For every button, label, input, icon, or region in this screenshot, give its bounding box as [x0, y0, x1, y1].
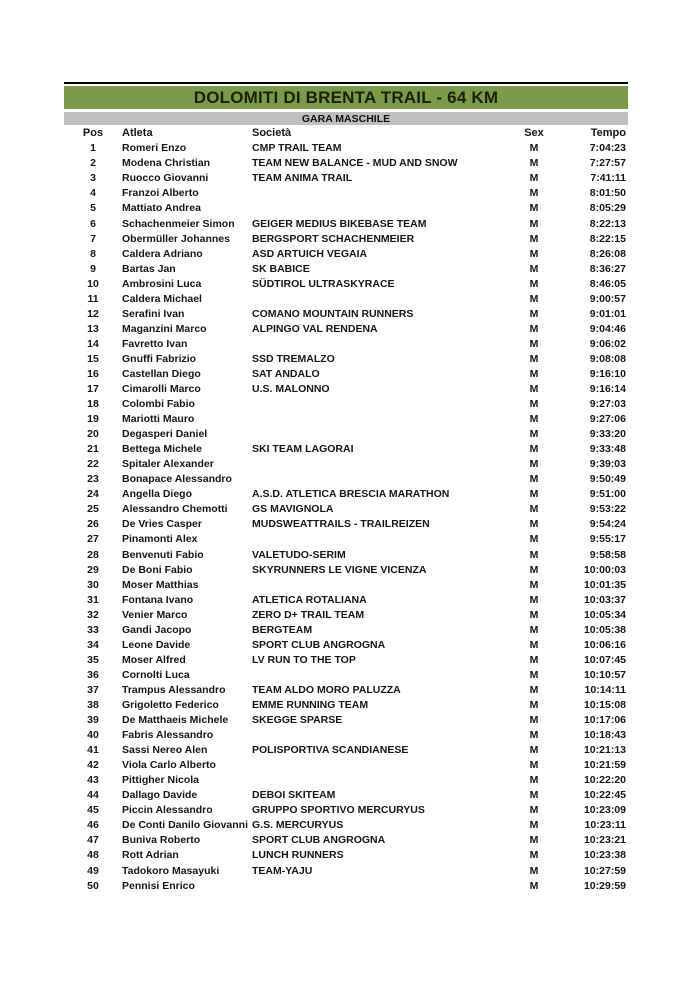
pos-cell: 32 — [87, 608, 99, 621]
result-row — [64, 592, 628, 607]
time-cell: 9:53:22 — [589, 503, 626, 516]
pos-cell: 9 — [90, 262, 96, 275]
pos-cell: 17 — [87, 383, 99, 396]
col-header-pos: Pos — [82, 127, 104, 139]
pos-cell: 42 — [87, 759, 99, 772]
pos-cell: 7 — [90, 232, 96, 245]
athlete-cell: Benvenuti Fabio — [122, 548, 204, 561]
athlete-cell: Cimarolli Marco — [122, 383, 201, 396]
time-cell: 10:00:03 — [583, 563, 626, 576]
time-cell: 10:05:34 — [583, 608, 626, 621]
pos-cell: 47 — [87, 834, 99, 847]
athlete-cell: Leone Davide — [122, 638, 191, 651]
result-row — [64, 276, 628, 291]
time-cell: 9:50:49 — [589, 473, 626, 486]
athlete-cell: Ruocco Giovanni — [122, 172, 209, 185]
sex-cell: M — [529, 879, 539, 892]
athlete-cell: Buniva Roberto — [122, 834, 201, 847]
athlete-cell: Degasperi Daniel — [122, 428, 208, 441]
time-cell: 8:46:05 — [589, 277, 626, 290]
sex-cell: M — [529, 714, 539, 727]
sex-cell: M — [529, 383, 539, 396]
athlete-cell: Franzoi Alberto — [122, 187, 199, 200]
team-cell: BERGSPORT SCHACHENMEIER — [252, 232, 415, 245]
team-cell: MUDSWEATTRAILS - TRAILREIZEN — [252, 518, 430, 531]
result-row — [64, 291, 628, 306]
team-cell: G.S. MERCURYUS — [252, 819, 344, 832]
sex-cell: M — [529, 578, 539, 591]
sex-cell: M — [529, 653, 539, 666]
sex-cell: M — [529, 413, 539, 426]
time-cell: 9:06:02 — [589, 337, 626, 350]
result-row — [64, 878, 628, 893]
pos-cell: 33 — [87, 623, 99, 636]
result-row — [64, 638, 628, 653]
athlete-cell: De Conti Danilo Giovanni — [122, 819, 249, 832]
pos-cell: 21 — [87, 443, 99, 456]
pos-cell: 4 — [90, 187, 96, 200]
sex-cell: M — [529, 744, 539, 757]
time-cell: 9:54:24 — [589, 518, 626, 531]
result-row — [64, 427, 628, 442]
team-cell: SPORT CLUB ANGROGNA — [252, 834, 386, 847]
athlete-cell: Grigoletto Federico — [122, 699, 219, 711]
time-cell: 9:08:08 — [589, 352, 626, 365]
sex-cell: M — [529, 503, 539, 516]
sex-cell: M — [529, 247, 539, 260]
sex-cell: M — [529, 834, 539, 847]
sex-cell: M — [529, 232, 539, 245]
result-row — [64, 201, 628, 216]
pos-cell: 12 — [87, 307, 99, 320]
result-row — [64, 562, 628, 577]
result-row — [64, 457, 628, 472]
team-cell: DEBOI SKITEAM — [252, 789, 336, 802]
result-row — [64, 547, 628, 562]
result-row — [64, 818, 628, 833]
pos-cell: 24 — [87, 488, 99, 501]
time-cell: 9:00:57 — [589, 292, 626, 305]
result-row — [64, 442, 628, 457]
athlete-cell: Spitaler Alexander — [122, 458, 214, 471]
result-row — [64, 728, 628, 743]
result-row — [64, 397, 628, 412]
team-cell: ASD ARTUICH VEGAIA — [252, 247, 368, 260]
time-cell: 9:33:20 — [589, 428, 626, 441]
time-cell: 10:23:38 — [583, 849, 626, 862]
team-cell: A.S.D. ATLETICA BRESCIA MARATHON — [252, 488, 450, 501]
sex-cell: M — [529, 563, 539, 576]
sex-cell: M — [529, 202, 539, 215]
team-cell: GEIGER MEDIUS BIKEBASE TEAM — [252, 217, 427, 230]
athlete-cell: Serafini Ivan — [122, 307, 185, 320]
team-cell: EMME RUNNING TEAM — [252, 699, 369, 711]
sex-cell: M — [529, 593, 539, 606]
category-title: GARA MASCHILE — [301, 112, 391, 125]
athlete-cell: Fabris Alessandro — [122, 729, 214, 742]
time-cell: 9:01:01 — [589, 307, 626, 320]
athlete-cell: Mattiato Andrea — [122, 202, 201, 215]
sex-cell: M — [529, 187, 539, 200]
team-cell: SK BABICE — [252, 262, 310, 275]
athlete-cell: Alessandro Chemotti — [122, 503, 228, 516]
team-cell: GS MAVIGNOLA — [252, 503, 334, 516]
time-cell: 10:01:35 — [583, 578, 626, 591]
athlete-cell: Sassi Nereo Alen — [122, 744, 208, 757]
result-row — [64, 577, 628, 592]
time-cell: 9:55:17 — [589, 533, 626, 546]
athlete-cell: Cornolti Luca — [122, 668, 190, 681]
team-cell: VALETUDO-SERIM — [252, 548, 346, 561]
athlete-cell: Trampus Alessandro — [122, 683, 226, 696]
pos-cell: 31 — [87, 593, 99, 606]
sex-cell: M — [529, 729, 539, 742]
result-row — [64, 171, 628, 186]
time-cell: 10:14:11 — [584, 683, 626, 696]
athlete-cell: Angella Diego — [122, 488, 193, 501]
time-cell: 9:51:00 — [589, 488, 626, 501]
team-cell: SSD TREMALZO — [252, 352, 335, 365]
time-cell: 9:33:48 — [589, 443, 626, 456]
result-row — [64, 141, 628, 156]
sex-cell: M — [529, 864, 539, 877]
results-table-body — [64, 141, 628, 893]
pos-cell: 18 — [87, 398, 99, 411]
athlete-cell: Pinamonti Alex — [122, 533, 198, 546]
time-cell: 9:27:03 — [589, 398, 626, 411]
sex-cell: M — [529, 277, 539, 290]
sex-cell: M — [529, 262, 539, 275]
results-sheet — [64, 82, 628, 893]
sex-cell: M — [529, 367, 539, 380]
athlete-cell: Dallago Davide — [122, 789, 198, 802]
sex-cell: M — [529, 292, 539, 305]
time-cell: 10:22:20 — [583, 774, 626, 787]
sex-cell: M — [529, 683, 539, 696]
athlete-cell: Pennisi Enrico — [122, 879, 195, 892]
sex-cell: M — [529, 428, 539, 441]
team-cell: LUNCH RUNNERS — [252, 849, 344, 862]
result-row — [64, 261, 628, 276]
pos-cell: 50 — [87, 879, 99, 892]
pos-cell: 46 — [87, 819, 99, 832]
pos-cell: 34 — [87, 638, 99, 651]
top-rule — [64, 82, 628, 84]
result-row — [64, 367, 628, 382]
result-row — [64, 382, 628, 397]
time-cell: 8:26:08 — [589, 247, 626, 260]
pos-cell: 30 — [87, 578, 99, 591]
pos-cell: 10 — [87, 277, 99, 290]
result-row — [64, 231, 628, 246]
sex-cell: M — [529, 623, 539, 636]
sex-cell: M — [529, 774, 539, 787]
team-cell: GRUPPO SPORTIVO MERCURYUS — [252, 804, 425, 817]
pos-cell: 19 — [87, 413, 99, 426]
athlete-cell: De Vries Casper — [122, 518, 202, 531]
pos-cell: 48 — [87, 849, 99, 862]
pos-cell: 28 — [87, 548, 99, 561]
race-title-banner — [64, 86, 628, 109]
result-row — [64, 668, 628, 683]
result-row — [64, 322, 628, 337]
sex-cell: M — [529, 352, 539, 365]
time-cell: 10:23:11 — [584, 819, 626, 832]
time-cell: 10:03:37 — [583, 593, 626, 606]
result-row — [64, 698, 628, 713]
time-cell: 10:07:45 — [583, 653, 626, 666]
athlete-cell: Mariotti Mauro — [122, 413, 195, 426]
pos-cell: 14 — [87, 337, 99, 350]
col-header-tempo: Tempo — [590, 127, 626, 139]
time-cell: 8:05:29 — [589, 202, 626, 215]
athlete-cell: Bettega Michele — [122, 443, 202, 456]
col-header-sex: Sex — [524, 127, 544, 139]
sex-cell: M — [529, 473, 539, 486]
table-header-row — [64, 126, 628, 141]
sex-cell: M — [529, 307, 539, 320]
result-row — [64, 773, 628, 788]
athlete-cell: Favretto Ivan — [122, 337, 188, 350]
team-cell: TEAM NEW BALANCE - MUD AND SNOW — [252, 157, 458, 170]
athlete-cell: Caldera Michael — [122, 292, 202, 305]
time-cell: 10:23:09 — [583, 804, 626, 817]
sex-cell: M — [529, 819, 539, 832]
pos-cell: 49 — [87, 864, 99, 877]
time-cell: 8:22:13 — [589, 217, 626, 230]
time-cell: 9:16:14 — [589, 383, 626, 396]
result-row — [64, 848, 628, 863]
time-cell: 10:21:13 — [583, 744, 626, 757]
athlete-cell: Schachenmeier Simon — [122, 217, 235, 230]
team-cell: TEAM-YAJU — [252, 864, 313, 877]
athlete-cell: Bonapace Alessandro — [122, 473, 232, 486]
pos-cell: 26 — [87, 518, 99, 531]
athlete-cell: Bartas Jan — [122, 262, 176, 275]
result-row — [64, 863, 628, 878]
sex-cell: M — [529, 443, 539, 456]
pos-cell: 38 — [87, 699, 99, 711]
team-cell: SAT ANDALO — [252, 367, 320, 380]
pos-cell: 3 — [90, 172, 96, 185]
team-cell: SKEGGE SPARSE — [252, 714, 343, 727]
result-row — [64, 307, 628, 322]
pos-cell: 45 — [87, 804, 99, 817]
athlete-cell: Caldera Adriano — [122, 247, 203, 260]
result-row — [64, 833, 628, 848]
sex-cell: M — [529, 488, 539, 501]
athlete-cell: Pittigher Nicola — [122, 774, 200, 787]
result-row — [64, 156, 628, 171]
pos-cell: 44 — [87, 789, 99, 802]
pos-cell: 35 — [87, 653, 99, 666]
sex-cell: M — [529, 668, 539, 681]
sex-cell: M — [529, 789, 539, 802]
result-row — [64, 502, 628, 517]
sex-cell: M — [529, 217, 539, 230]
pos-cell: 36 — [87, 668, 99, 681]
pos-cell: 8 — [90, 247, 96, 260]
result-row — [64, 472, 628, 487]
team-cell: POLISPORTIVA SCANDIANESE — [252, 744, 409, 757]
pos-cell: 40 — [87, 729, 99, 742]
pos-cell: 39 — [87, 714, 99, 727]
result-row — [64, 743, 628, 758]
time-cell: 10:15:08 — [583, 699, 626, 711]
athlete-cell: Castellan Diego — [122, 367, 201, 380]
category-banner — [64, 112, 628, 125]
sex-cell: M — [529, 398, 539, 411]
result-row — [64, 246, 628, 261]
time-cell: 9:27:06 — [589, 413, 626, 426]
result-row — [64, 487, 628, 502]
time-cell: 9:58:58 — [589, 548, 626, 561]
pos-cell: 20 — [87, 428, 99, 441]
time-cell: 9:39:03 — [589, 458, 626, 471]
sex-cell: M — [529, 142, 539, 155]
time-cell: 10:17:06 — [583, 714, 626, 727]
pos-cell: 15 — [87, 352, 99, 365]
time-cell: 8:36:27 — [589, 262, 626, 275]
athlete-cell: Gnuffi Fabrizio — [122, 352, 197, 365]
result-row — [64, 623, 628, 638]
time-cell: 9:16:10 — [589, 367, 626, 380]
team-cell: SPORT CLUB ANGROGNA — [252, 638, 386, 651]
pos-cell: 41 — [87, 744, 99, 757]
pos-cell: 29 — [87, 563, 99, 576]
time-cell: 9:04:46 — [589, 322, 626, 335]
pos-cell: 2 — [90, 157, 96, 170]
time-cell: 8:01:50 — [589, 187, 626, 200]
time-cell: 8:22:15 — [589, 232, 626, 245]
result-row — [64, 517, 628, 532]
pos-cell: 1 — [90, 142, 96, 155]
result-row — [64, 216, 628, 231]
athlete-cell: Moser Matthias — [122, 578, 199, 591]
result-row — [64, 352, 628, 367]
pos-cell: 13 — [87, 322, 99, 335]
col-header-atleta: Atleta — [122, 127, 153, 139]
time-cell: 10:23:21 — [583, 834, 626, 847]
sex-cell: M — [529, 337, 539, 350]
result-row — [64, 186, 628, 201]
pos-cell: 37 — [87, 683, 99, 696]
result-row — [64, 607, 628, 622]
team-cell: ATLETICA ROTALIANA — [252, 593, 367, 606]
athlete-cell: Colombi Fabio — [122, 398, 195, 411]
sex-cell: M — [529, 638, 539, 651]
sex-cell: M — [529, 759, 539, 772]
athlete-cell: Moser Alfred — [122, 653, 186, 666]
team-cell: U.S. MALONNO — [252, 383, 330, 396]
sex-cell: M — [529, 533, 539, 546]
sex-cell: M — [529, 849, 539, 862]
pos-cell: 27 — [87, 533, 99, 546]
athlete-cell: Tadokoro Masayuki — [122, 864, 220, 877]
athlete-cell: Fontana Ivano — [122, 593, 194, 606]
time-cell: 10:27:59 — [583, 864, 626, 877]
col-header-societa: Società — [252, 127, 292, 139]
result-row — [64, 653, 628, 668]
athlete-cell: De Boni Fabio — [122, 563, 193, 576]
time-cell: 10:29:59 — [583, 879, 626, 892]
time-cell: 10:06:16 — [583, 638, 626, 651]
sex-cell: M — [529, 458, 539, 471]
athlete-cell: De Matthaeis Michele — [122, 714, 229, 727]
result-row — [64, 683, 628, 698]
result-row — [64, 412, 628, 427]
team-cell: CMP TRAIL TEAM — [252, 142, 342, 155]
pos-cell: 22 — [87, 458, 99, 471]
time-cell: 10:10:57 — [583, 668, 626, 681]
team-cell: LV RUN TO THE TOP — [252, 653, 356, 666]
pos-cell: 43 — [87, 774, 99, 787]
athlete-cell: Piccin Alessandro — [122, 804, 213, 817]
pos-cell: 16 — [87, 367, 99, 380]
athlete-cell: Gandi Jacopo — [122, 623, 192, 636]
athlete-cell: Viola Carlo Alberto — [122, 759, 216, 772]
athlete-cell: Ambrosini Luca — [122, 277, 202, 290]
time-cell: 7:04:23 — [589, 142, 626, 155]
time-cell: 10:21:59 — [583, 759, 626, 772]
pos-cell: 25 — [87, 503, 99, 516]
team-cell: TEAM ANIMA TRAIL — [252, 172, 353, 185]
team-cell: SÜDTIROL ULTRASKYRACE — [252, 277, 395, 290]
time-cell: 7:41:11 — [590, 172, 626, 185]
team-cell: TEAM ALDO MORO PALUZZA — [252, 683, 401, 696]
pos-cell: 11 — [87, 292, 99, 305]
team-cell: SKYRUNNERS LE VIGNE VICENZA — [252, 563, 427, 576]
pos-cell: 23 — [87, 473, 99, 486]
team-cell: BERGTEAM — [252, 623, 313, 636]
time-cell: 10:18:43 — [583, 729, 626, 742]
sex-cell: M — [529, 548, 539, 561]
team-cell: ZERO D+ TRAIL TEAM — [252, 608, 365, 621]
athlete-cell: Obermüller Johannes — [122, 232, 230, 245]
athlete-cell: Venier Marco — [122, 608, 188, 621]
sex-cell: M — [529, 322, 539, 335]
pos-cell: 6 — [90, 217, 96, 230]
sex-cell: M — [529, 608, 539, 621]
time-cell: 7:27:57 — [589, 157, 626, 170]
result-row — [64, 713, 628, 728]
team-cell: SKI TEAM LAGORAI — [252, 443, 354, 456]
time-cell: 10:22:45 — [583, 789, 626, 802]
time-cell: 10:05:38 — [583, 623, 626, 636]
result-row — [64, 532, 628, 547]
sex-cell: M — [529, 699, 539, 711]
team-cell: ALPINGO VAL RENDENA — [252, 322, 378, 335]
sex-cell: M — [529, 804, 539, 817]
pos-cell: 5 — [90, 202, 96, 215]
athlete-cell: Romeri Enzo — [122, 142, 187, 155]
result-row — [64, 803, 628, 818]
sex-cell: M — [529, 157, 539, 170]
result-row — [64, 788, 628, 803]
result-row — [64, 758, 628, 773]
athlete-cell: Modena Christian — [122, 157, 211, 170]
result-row — [64, 337, 628, 352]
athlete-cell: Maganzini Marco — [122, 322, 207, 335]
sex-cell: M — [529, 518, 539, 531]
race-title: DOLOMITI DI BRENTA TRAIL - 64 KM — [193, 87, 499, 107]
team-cell: COMANO MOUNTAIN RUNNERS — [252, 307, 414, 320]
athlete-cell: Rott Adrian — [122, 849, 179, 862]
sex-cell: M — [529, 172, 539, 185]
